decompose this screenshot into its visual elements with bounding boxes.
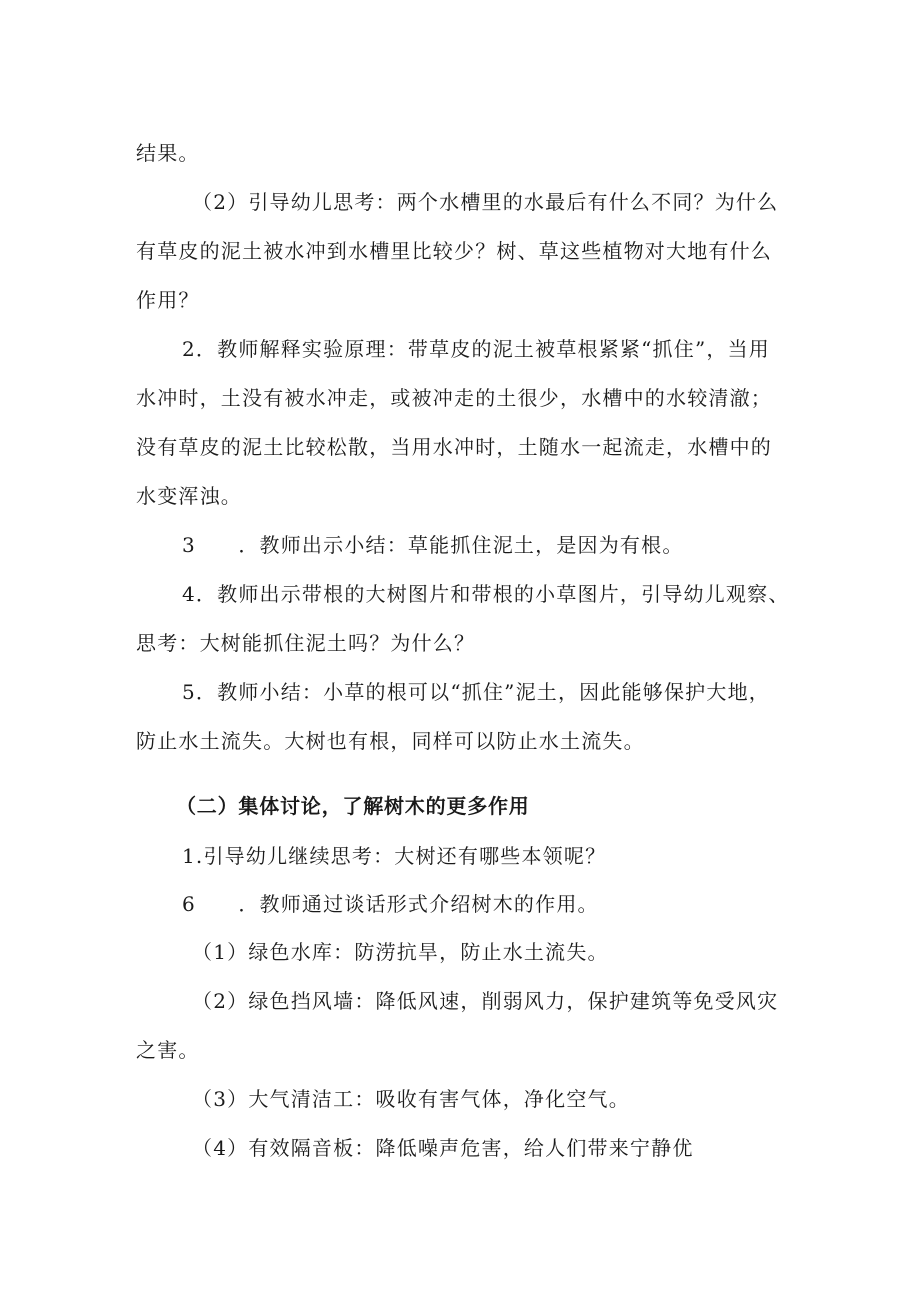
text-line-role-1: （1）绿色水库：防涝抗旱，防止水土流失。 [192, 940, 609, 964]
text-line-item-2-question-end: 作用？ [136, 288, 200, 312]
text-line-step-2: 2．教师解释实验原理：带草皮的泥土被草根紧紧“抓住”，当用 [182, 337, 770, 361]
text-line-step-5-end: 防止水土流失。大树也有根，同样可以防止水土流失。 [136, 729, 645, 753]
text-line-step-5: 5．教师小结：小草的根可以“抓住”泥土，因此能够保护大地， [182, 680, 770, 704]
text-line-role-4: （4）有效隔音板：降低噪声危害，给人们带来宁静优 [192, 1136, 694, 1160]
text-line-result: 结果。 [136, 141, 200, 165]
text-line-step-2-cont-2: 没有草皮的泥土比较松散，当用水冲时，土随水一起流走，水槽中的 [136, 435, 772, 459]
text-line-step-2-end: 水变浑浊。 [136, 484, 242, 508]
text-line-step-4: 4．教师出示带根的大树图片和带根的小草图片，引导幼儿观察、 [182, 582, 790, 606]
text-line-role-2: （2）绿色挡风墙：降低风速，削弱风力，保护建筑等免受风灾 [192, 989, 779, 1013]
text-line-role-2-end: 之害。 [136, 1038, 200, 1062]
text-line-item-2-question: （2）引导幼儿思考：两个水槽里的水最后有什么不同？为什么 [192, 190, 779, 214]
text-line-sec2-step-6: 6 ．教师通过谈话形式介绍树木的作用。 [182, 892, 599, 916]
text-line-item-2-question-cont: 有草皮的泥土被水冲到水槽里比较少？树、草这些植物对大地有什么 [136, 239, 772, 263]
text-line-sec2-step-1: 1.引导幼儿继续思考：大树还有哪些本领呢？ [182, 844, 607, 868]
text-line-step-3: 3 ．教师出示小结：草能抓住泥土，是因为有根。 [182, 533, 684, 557]
text-line-step-2-cont-1: 水冲时，土没有被水冲走，或被冲走的土很少，水槽中的水较清澈； [136, 386, 772, 410]
text-line-role-3: （3）大气清洁工：吸收有害气体，净化空气。 [192, 1087, 630, 1111]
section-heading-2: （二）集体讨论，了解树木的更多作用 [176, 794, 530, 818]
text-line-step-4-end: 思考：大树能抓住泥土吗？为什么？ [136, 631, 476, 655]
